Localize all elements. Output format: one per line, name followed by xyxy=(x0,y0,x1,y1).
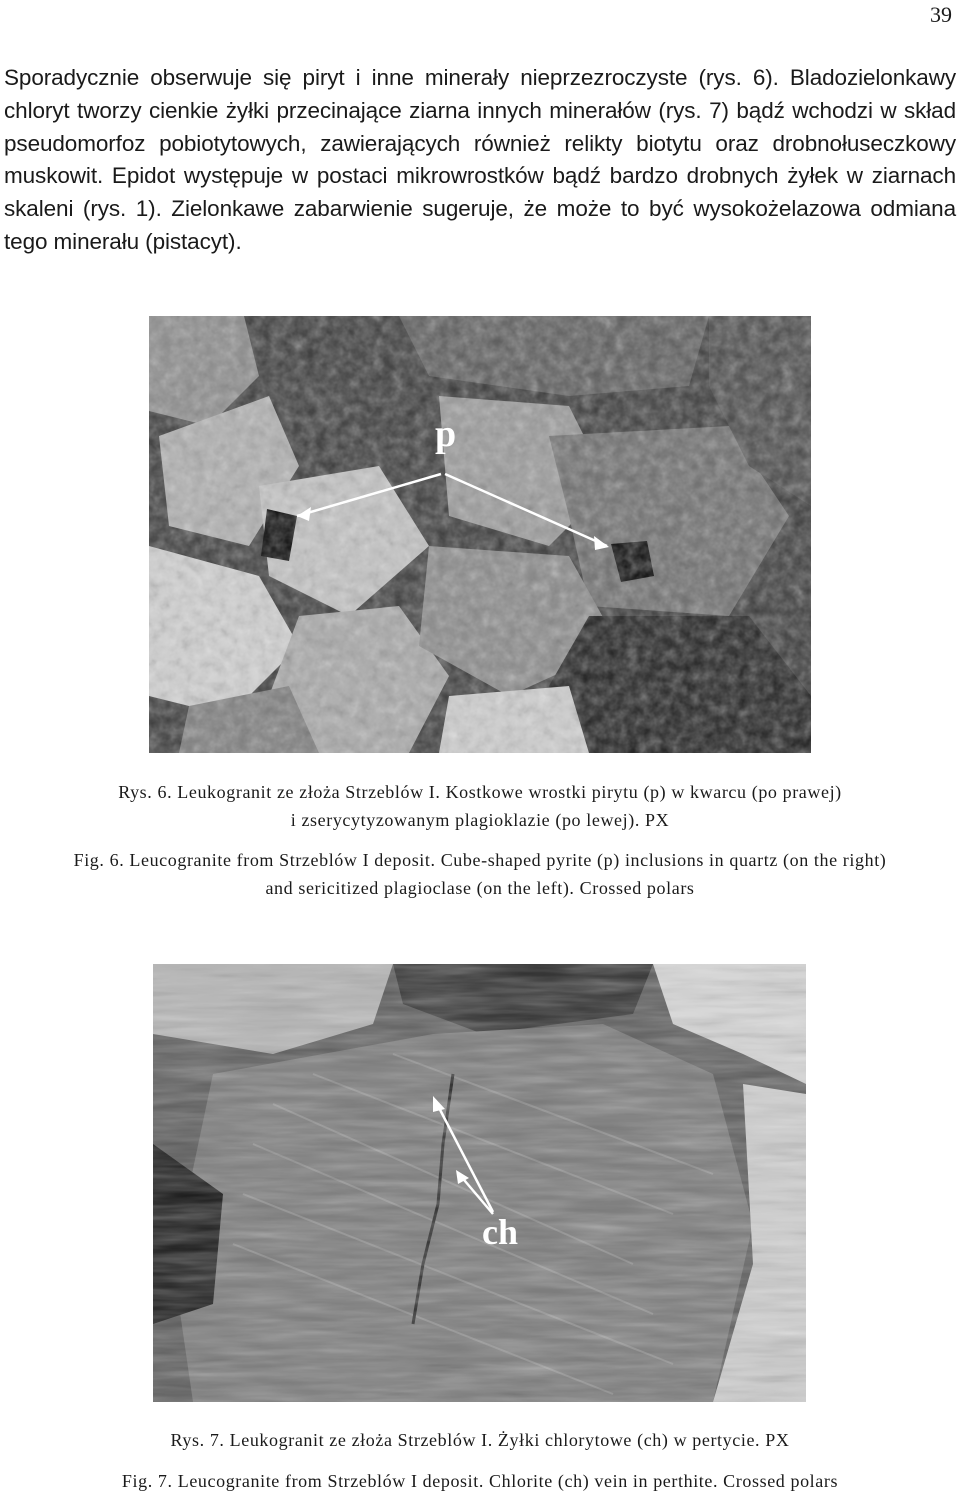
figure-7-label-ch: ch xyxy=(482,1212,518,1252)
figure-6-caption-pl xyxy=(0,778,960,834)
body-paragraph: Sporadycznie obserwuje się piryt i inne minerały nieprzezroczyste (rys. 6). Bladozielonkawy chloryt tworzy cienkie żyłki przecinające ziarna innych minerałów (rys. 7) bądź wchodzi w skład pseudomorfoz pobiotytowych, zawierających również relikty biotytu oraz drobnołuseczkowy muskowit. Epidot występuje w postaci mikrowrostków bądź bardzo drobnych żyłek w ziarnach skaleni (rys. 1). Zielonkawe zabarwienie sugeruje, że może to być wysokożelazowa odmiana tego minerału (pistacyt). xyxy=(4,65,956,254)
caption-line: i zserycytyzowanym plagioklazie (po lewej). PX xyxy=(290,810,670,830)
figure-7-caption-pl xyxy=(0,1426,960,1454)
caption-line: Rys. 7. Leukogranit ze złoża Strzeblów I. Żyłki chlorytowe (ch) w pertycie. PX xyxy=(170,1430,790,1450)
figure-7-image xyxy=(153,964,806,1402)
caption-line: and sericitized plagioclase (on the left). Crossed polars xyxy=(265,878,695,898)
figure-6-image xyxy=(149,316,811,753)
figure-7-caption-en xyxy=(0,1467,960,1495)
caption-line: Rys. 6. Leukogranit ze złoża Strzeblów I. Kostkowe wrostki pirytu (p) w kwarcu (po prawej) xyxy=(118,782,842,802)
figure-7-micrograph xyxy=(153,964,806,1402)
figure-6-label-p: p xyxy=(435,413,457,455)
page-number: 39 xyxy=(930,2,952,27)
caption-line: Fig. 7. Leucogranite from Strzeblów I deposit. Chlorite (ch) vein in perthite. Crossed polars xyxy=(121,1471,839,1491)
figure-6-micrograph xyxy=(149,316,811,753)
caption-line: Fig. 6. Leucogranite from Strzeblów I deposit. Cube-shaped pyrite (p) inclusions in quartz (on the right) xyxy=(73,850,887,870)
figure-6-caption-en xyxy=(0,846,960,902)
